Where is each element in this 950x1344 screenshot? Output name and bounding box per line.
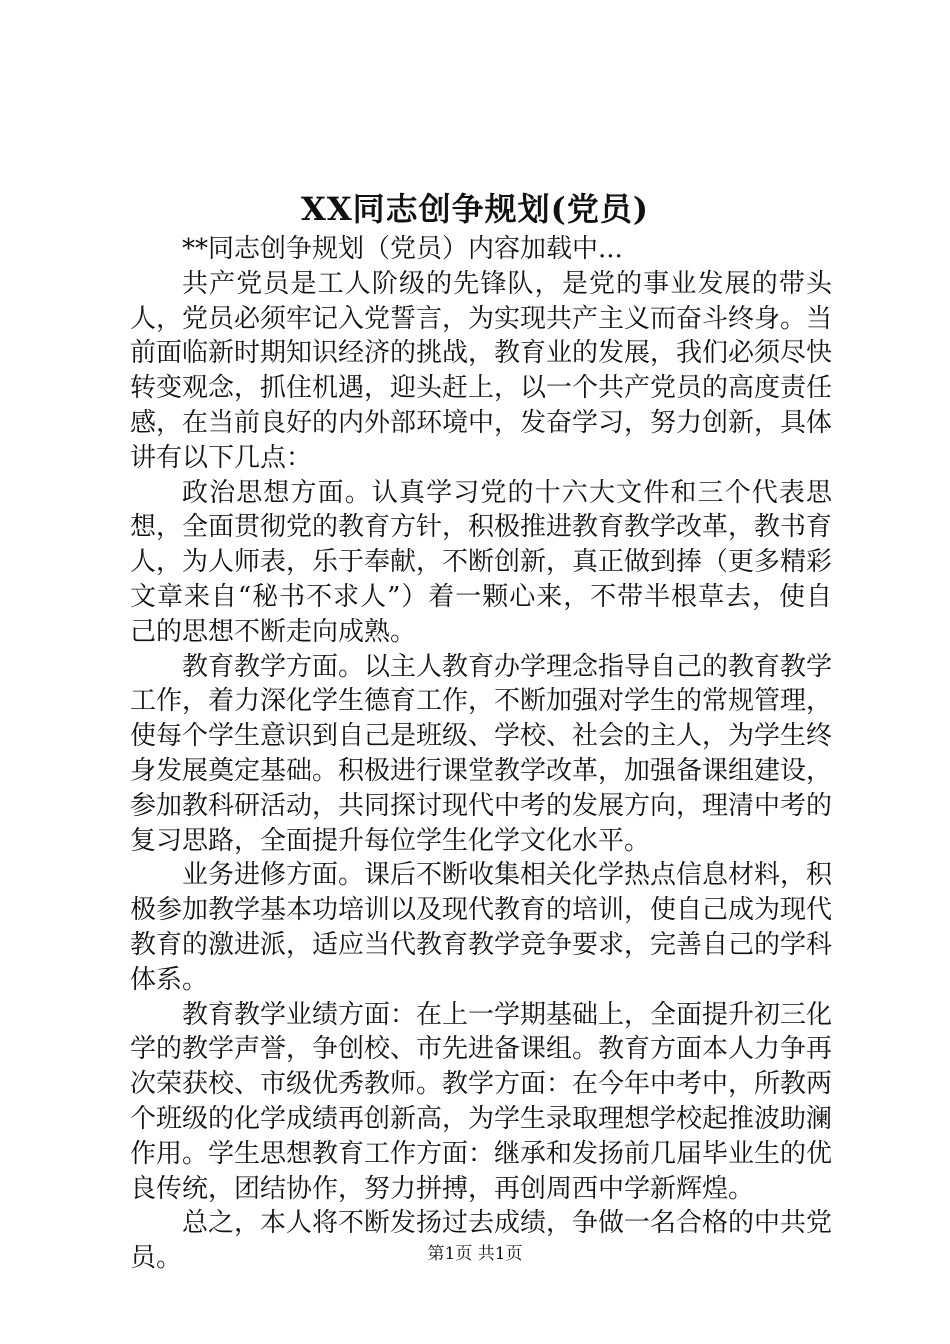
page-footer: 第1页 共1页 <box>427 1244 523 1264</box>
paragraph-political: 政治思想方面。认真学习党的十六大文件和三个代表思想，全面贯彻党的教育方针，积极推进教育教学改革，教书育人，为人师表，乐于奉献，不断创新，真正做到捧（更多精彩文章来自“秘书不求人”）着一颗心来，不带半根草去，使自己的思想不断走向成熟。 <box>130 477 833 647</box>
paragraph-achievements: 教育教学业绩方面：在上一学期基础上，全面提升初三化学的教学声誉，争创校、市先进备课组。教育方面本人力争再次荣获校、市级优秀教师。教学方面：在今年中考中，所教两个班级的化学成绩再创新高，为学生录取理想学校起推波助澜作用。学生思想教育工作方面：继承和发扬前几届毕业生的优良传统，团结协作，努力拼搏，再创周西中学新辉煌。 <box>130 999 833 1204</box>
paragraph-preface: 共产党员是工人阶级的先锋队，是党的事业发展的带头人，党员必须牢记入党誓言，为实现共产主义而奋斗终身。当前面临新时期知识经济的挑战，教育业的发展，我们必须尽快转变观念，抓住机遇，迎头赶上，以一个共产党员的高度责任感，在当前良好的内外部环境中，发奋学习，努力创新，具体讲有以下几点： <box>130 268 833 473</box>
paragraph-conclusion: 总之，本人将不断发扬过去成绩，争做一名合格的中共党员。 <box>130 1208 833 1274</box>
paragraph-intro: **同志创争规划（党员）内容加载中... <box>182 234 623 264</box>
paragraph-study: 业务进修方面。课后不断收集相关化学热点信息材料，积极参加教学基本功培训以及现代教育的培训，使自己成为现代教育的激进派，适应当代教育教学竞争要求，完善自己的学科体系。 <box>130 860 833 995</box>
document-title: XX同志创争规划(党员) <box>301 190 649 228</box>
paragraph-teaching: 教育教学方面。以主人教育办学理念指导自己的教育教学工作，着力深化学生德育工作，不断加强对学生的常规管理，使每个学生意识到自己是班级、学校、社会的主人，为学生终身发展奠定基础。积极进行课堂教学改革，加强备课组建设，参加教科研活动，共同探讨现代中考的发展方向，理清中考的复习思路，全面提升每位学生化学文化水平。 <box>130 651 833 856</box>
document-body <box>130 232 832 1276</box>
